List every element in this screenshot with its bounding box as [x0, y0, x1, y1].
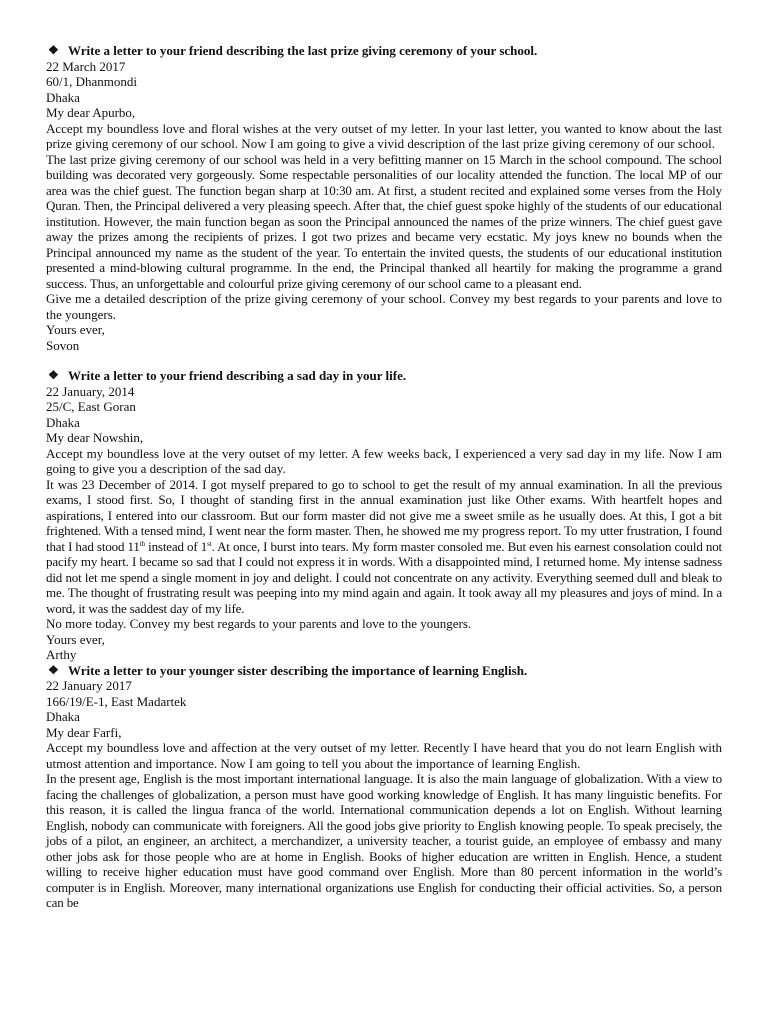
paragraph: In the present age, English is the most important international language. It is also the main language of globalization. With a view to facing the challenges of globalization, a person must have good working knowledge of English. It has many linguistic benefits. For this reason, it is called the lingua franca of the world. International communication depends a lot on English. Without learning English, nobody can communicate with foreigners. All the good jobs give priority to English knowing people. To speak precisely, the jobs of a pilot, an engineer, an architect, a merchandizer, a university teacher, a tourist guide, an employee of embassy and many other jobs ask for those people who are at home in English. Books of higher education are written in English. Hence, a student willing to receive higher education must have good command over English. More than 80 percent information in the world’s computer is in English. Moreover, many international organizations use English for conducting their official activities. So, a person can be — [46, 771, 722, 910]
ordinal-suffix: th — [139, 539, 145, 548]
diamond-bullet-icon: ❖ — [48, 662, 59, 677]
document-page — [46, 43, 722, 911]
letter-heading — [46, 368, 722, 384]
paragraph: Give me a detailed description of the prize giving ceremony of your school. Convey my best regards to your parents and love to the youngers. — [46, 291, 722, 322]
paragraph-text: instead of 1 — [144, 538, 208, 554]
letter-date: 22 January, 2014 — [46, 383, 135, 399]
letter-date: 22 March 2017 — [46, 58, 126, 74]
paragraph: Accept my boundless love and affection at the very outset of my letter. Recently I have heard that you do not learn English with utmost attention and importance. Now I am going to tell you about the importance of learning English. — [46, 740, 722, 771]
address-city: Dhaka — [46, 709, 80, 724]
paragraph-text: It was 23 December of 2014. I got myself prepared to go to school to get the result of my annual examination. In all the previous exams, I stood first. So, I thought of standing first in the annual examination just like Other exams. With heartfelt hopes and aspirations, I entered into our classroom. But our form master did not give me a sweet smile as he usually does. At this, I got a bit frightened. With a tensed mind, I went near the form master. Then, he showed me my progress report. To my utter frustration, I found that I had stood 11 — [46, 476, 722, 554]
signature: Arthy — [46, 647, 77, 662]
ordinal-suffix: st — [207, 539, 212, 548]
letter-heading — [46, 663, 722, 679]
paragraph: No more today. Convey my best regards to your parents and love to the youngers. — [46, 616, 472, 631]
letter-heading — [46, 43, 722, 59]
letter-sad-day — [46, 368, 722, 663]
salutation: My dear Farfi, — [46, 724, 122, 740]
address-city: Dhaka — [46, 89, 80, 105]
letter-learning-english — [46, 663, 722, 911]
closing: Yours ever, — [46, 631, 105, 647]
closing: Yours ever, — [46, 322, 105, 337]
diamond-bullet-icon: ❖ — [48, 43, 59, 57]
address-line: 25/C, East Goran — [46, 399, 136, 414]
address-line: 166/19/E-1, East Madartek — [46, 693, 187, 709]
paragraph — [46, 477, 722, 617]
heading-text: Write a letter to your younger sister describing the importance of learning English. — [68, 662, 528, 678]
salutation: My dear Nowshin, — [46, 430, 144, 445]
address-city: Dhaka — [46, 414, 80, 430]
signature: Sovon — [46, 337, 80, 353]
letter-prize-giving — [46, 43, 722, 353]
heading-text: Write a letter to your friend describing the last prize giving ceremony of your school. — [68, 43, 538, 58]
letter-date: 22 January 2017 — [46, 678, 132, 693]
paragraph: Accept my boundless love at the very outset of my letter. A few weeks back, I experienced a very sad day in my life. Now I am going to give you a description of the sad day. — [46, 445, 722, 476]
heading-text: Write a letter to your friend describing a sad day in your life. — [68, 368, 407, 383]
paragraph: Accept my boundless love and floral wishes at the very outset of my letter. In your last letter, you wanted to know about the last prize giving ceremony of our school. Now I am going to give a vivid description of the last prize giving ceremony of our school. — [46, 120, 722, 151]
diamond-bullet-icon: ❖ — [48, 368, 59, 382]
paragraph-text: . At once, I burst into tears. My form master consoled me. But even his earnest consolation could not pacify my heart. I became so sad that I could not express it in words. With a disappointed mind, I returned home. My intense sadness did not let me spend a single moment in joy and delight. I could not concentrate on any activity. Everything seemed dull and bleak to me. The thought of frustrating result was peeping into my mind again and again. It took away all my pleasures and joys of mind. In a word, it was the saddest day of my life. — [46, 538, 723, 616]
address-line: 60/1, Dhanmondi — [46, 74, 137, 89]
salutation: My dear Apurbo, — [46, 105, 136, 120]
paragraph: The last prize giving ceremony of our school was held in a very befitting manner on 15 March in the school compound. The school building was decorated very gorgeously. Some respectable personalities of our locality attended the function. The local MP of our area was the chief guest. The function began sharp at 10:30 am. At first, a student recited and explained some verses from the Holy Quran. Then, the Principal delivered a very pleasing speech. After that, the chief guest spoke highly of the students of our educational institution. However, the main function began as soon the Principal announced the names of the prize winners. The chief guest gave away the prizes among the recipients of prizes. I got two prizes and became very ecstatic. My joys knew no bounds when the Principal announced my name as the student of the year. To entertain the invited quests, the students of our educational institution presented a mind-blowing cultural programme. In the end, the Principal thanked all heartily for making the programme a grand success. Thus, an unforgettable and colourful prize giving ceremony of our school came to a pleasant end. — [46, 151, 722, 291]
